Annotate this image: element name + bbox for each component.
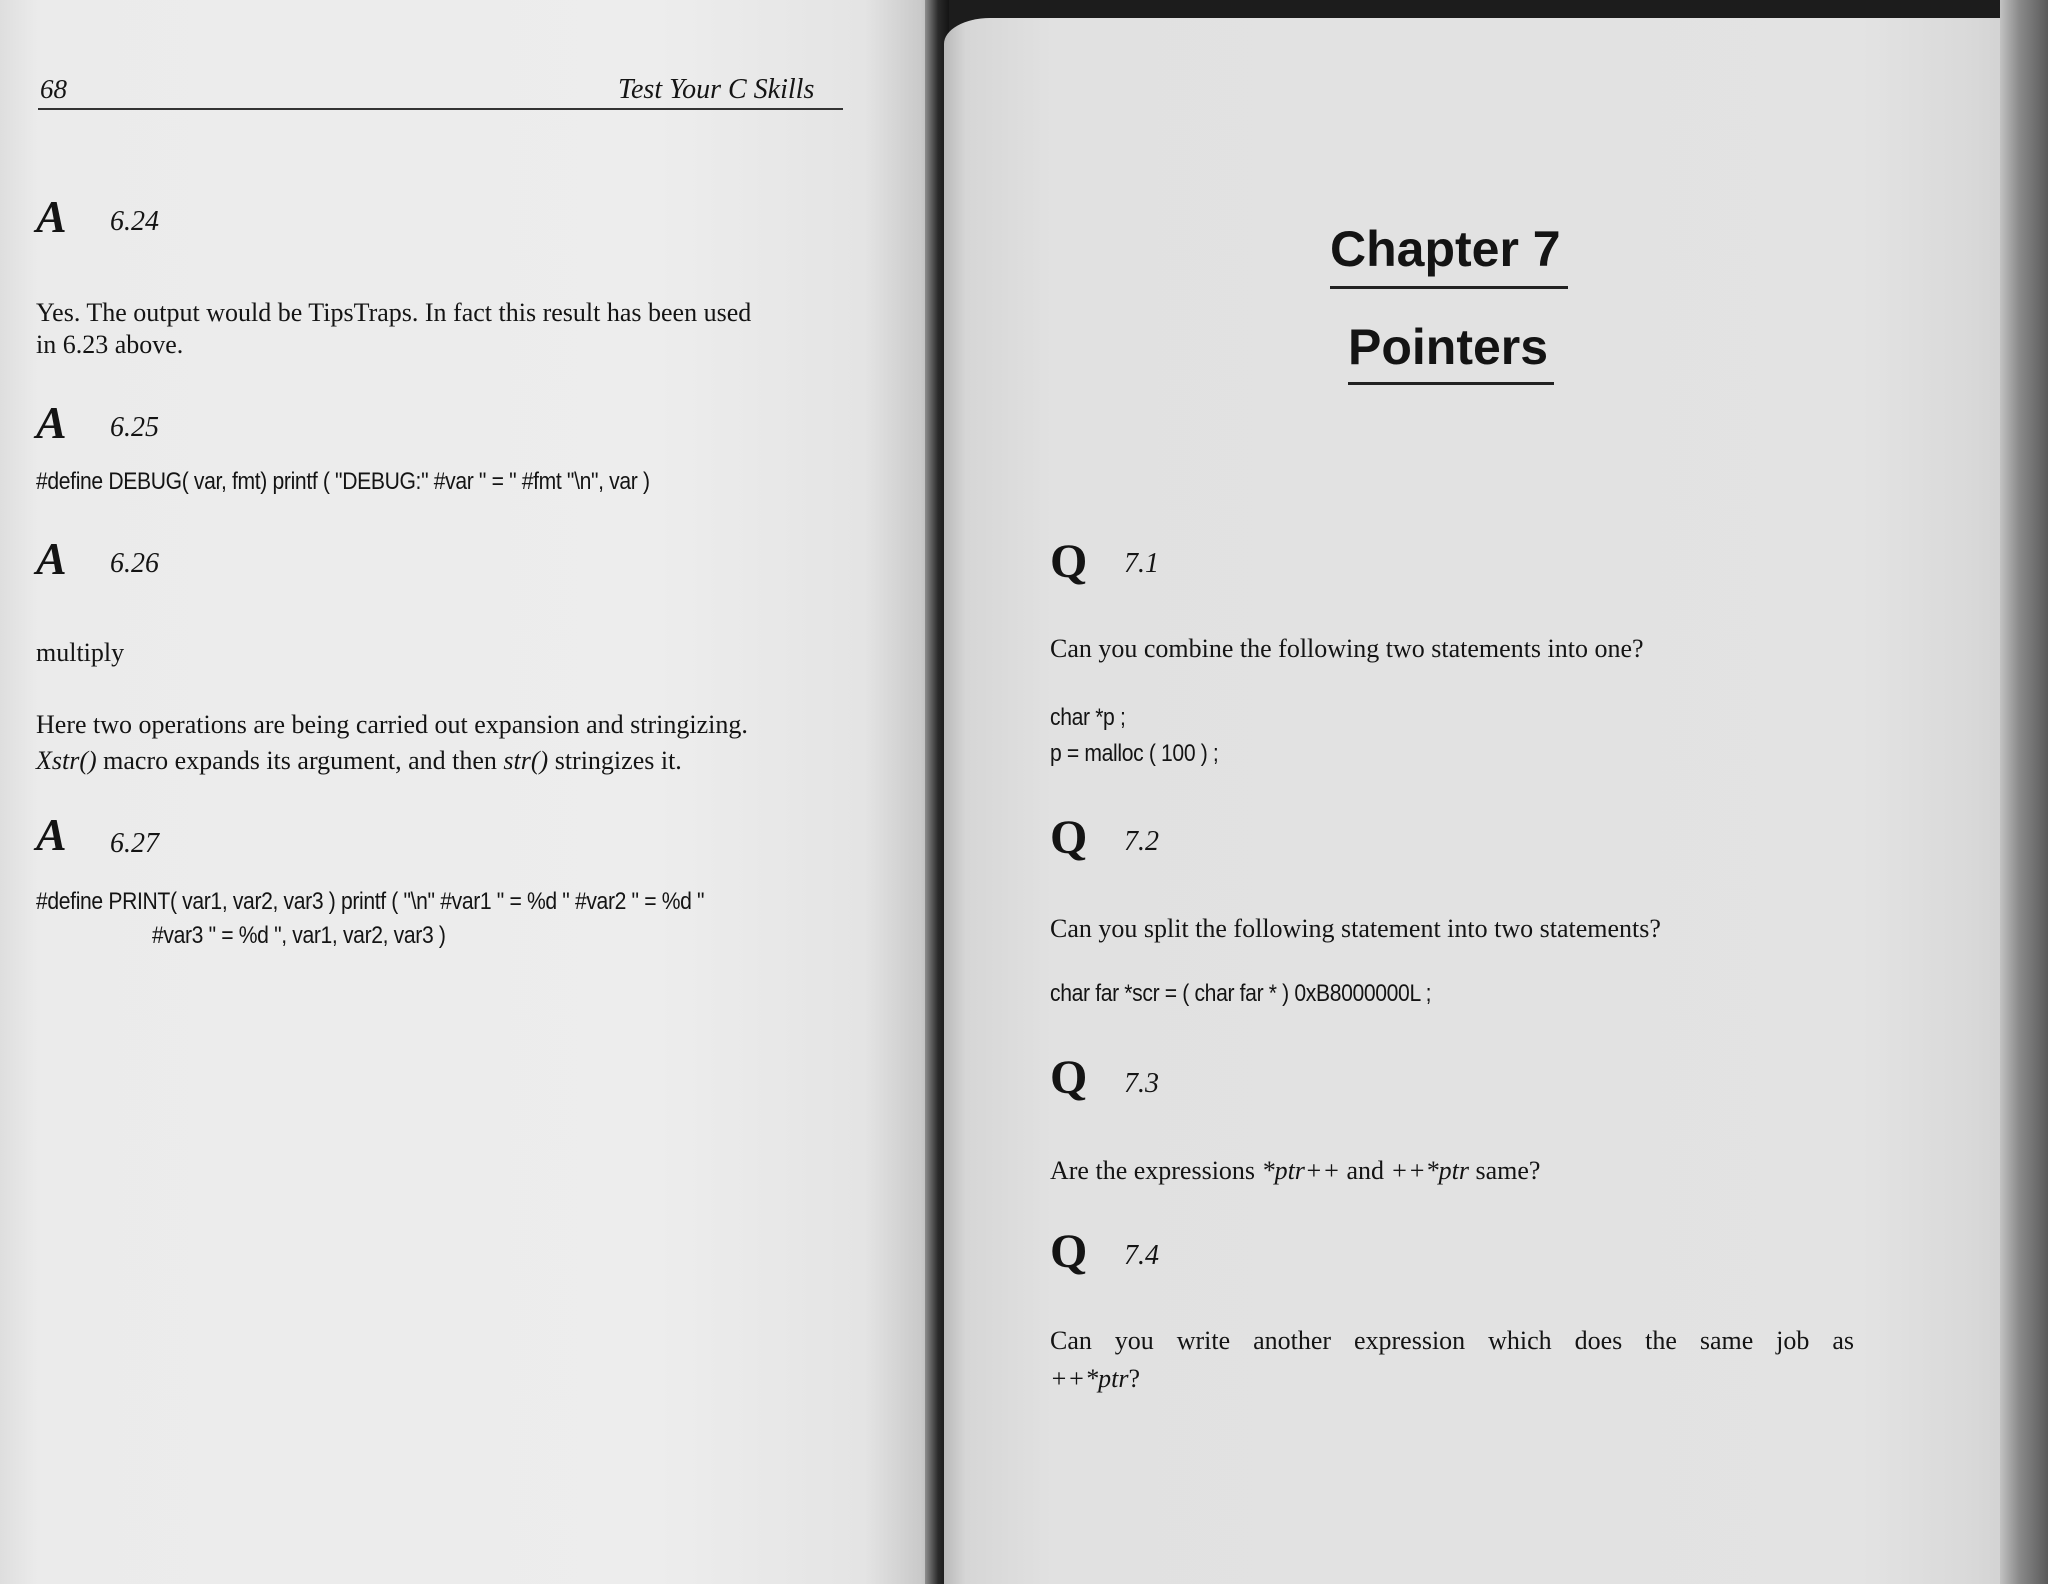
explanation-text: macro expands its argument, and then [96,746,504,775]
emphasis-ptr-postinc: *ptr++ [1261,1156,1340,1185]
answer-text: multiply [36,638,125,667]
answer-label-letter: A [36,809,67,860]
question-text-part: Are the expressions [1050,1156,1262,1185]
answer-explanation-line [36,744,682,778]
question-text-part: same? [1468,1156,1541,1185]
question-text-part: and [1340,1156,1391,1185]
emphasis-str: str() [503,746,549,775]
answer-code-line: #define PRINT( var1, var2, var3 ) printf ( "\n" #var1 " = %d " #var2 " = %d " [36,888,705,915]
answer-text-line: in 6.23 above. [36,330,184,359]
question-code-line: p = malloc ( 100 ) ; [1050,740,1219,767]
left-page [0,0,940,1584]
question-label-letter: Q [1050,1051,1088,1104]
emphasis-ptr-preinc: ++*ptr [1390,1156,1469,1185]
question-number: 7.1 [1124,548,1159,579]
emphasis-xstr: Xstr() [36,746,97,775]
chapter-title-rule [1330,286,1568,289]
page-edge-shadow [2000,0,2048,1584]
question-text-line [1050,1362,1140,1396]
answer-number: 6.26 [110,548,159,579]
question-text-line: Can you write another expression which does the same job as [1050,1326,1854,1355]
question-text [1050,1154,1540,1188]
answer-text-line: Yes. The output would be TipsTraps. In fact this result has been used [36,298,752,327]
page-number: 68 [40,74,67,104]
chapter-title: Chapter 7 [1330,221,1561,277]
question-label-letter: Q [1050,535,1088,588]
question-code-line: char far *scr = ( char far * ) 0xB8000000L ; [1050,980,1432,1007]
answer-number: 6.25 [110,412,159,443]
question-label-letter: Q [1050,811,1088,864]
answer-number: 6.27 [110,828,159,859]
question-text: Can you combine the following two statements into one? [1050,634,1644,663]
answer-label-letter: A [36,397,67,448]
question-code-line: char *p ; [1050,704,1126,731]
running-head: Test Your C Skills [618,74,815,105]
answer-code-line: #define DEBUG( var, fmt) printf ( "DEBUG:" #var " = " #fmt "\n", var ) [36,468,650,495]
explanation-text: stringizes it. [548,746,682,775]
question-text: Can you split the following statement into two statements? [1050,914,1661,943]
chapter-subtitle: Pointers [1348,319,1549,375]
header-rule [38,108,843,110]
answer-number: 6.24 [110,206,159,237]
question-label-letter: Q [1050,1225,1088,1278]
question-number: 7.4 [1124,1240,1159,1271]
question-number: 7.2 [1124,826,1159,857]
question-number: 7.3 [1124,1068,1159,1099]
question-text-part: ? [1128,1364,1140,1393]
chapter-subtitle-rule [1348,382,1554,385]
answer-label-letter: A [36,533,67,584]
answer-label-letter: A [36,191,67,242]
emphasis-ptr-preinc: ++*ptr [1050,1364,1129,1393]
answer-code-line: #var3 " = %d ", var1, var2, var3 ) [152,922,446,949]
answer-explanation-line: Here two operations are being carried out expansion and stringizing. [36,710,748,739]
